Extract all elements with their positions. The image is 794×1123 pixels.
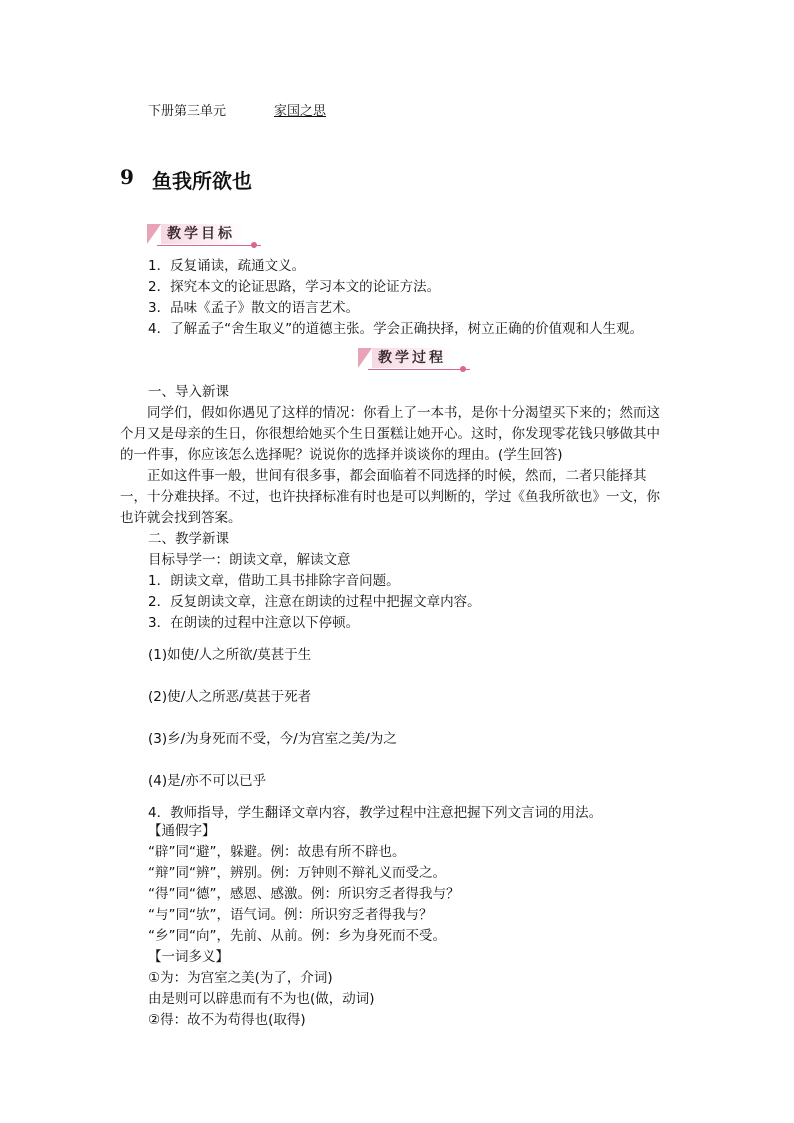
section-heading-new-lesson: 二、教学新课: [148, 531, 229, 547]
goal-item-2: 2．探究本文的论证思路，学习本文的论证方法。: [148, 279, 441, 295]
badge-underline: [368, 369, 470, 370]
tongjia-item-3: “得”同“德”，感恩、感激。例：所识穷乏者得我与？: [148, 886, 460, 902]
goal-item-1: 1．反复诵读，疏通文义。: [148, 258, 306, 274]
tongjia-item-5: “乡”同“向”，先前、从前。例：乡为身死而不受。: [148, 928, 446, 944]
step-item-3: 3．在朗读的过程中注意以下停顿。: [148, 615, 360, 631]
polysemy-heading: 【一词多义】: [148, 949, 229, 965]
badge-flag-icon: [147, 224, 161, 244]
polysemy-item-1: ①为：为宫室之美(为了，介词): [148, 970, 333, 986]
goal-item-3: 3．品味《孟子》散文的语言艺术。: [148, 300, 360, 316]
goal-item-4: 4．了解孟子“舍生取义”的道德主张。学会正确抉择，树立正确的价值观和人生观。: [148, 321, 644, 337]
lesson-number: 9: [120, 165, 134, 189]
step-item-2: 2．反复朗读文章，注意在朗读的过程中把握文章内容。: [148, 594, 481, 610]
badge-dot-icon: [251, 242, 257, 248]
process-badge-label: 教学过程: [372, 348, 454, 368]
goals-badge-label: 教学目标: [161, 224, 243, 244]
guide-heading-1: 目标导学一：朗读文章，解读文意: [148, 552, 351, 568]
header-unit-title: 家国之思: [274, 104, 327, 119]
badge-flag-icon: [358, 348, 372, 368]
polysemy-item-2: 由是则可以辟患而有不为也(做，动词): [148, 991, 375, 1007]
pause-item-3: (3)乡/为身死而不受，今/为宫室之美/为之: [148, 731, 397, 747]
pause-item-4: (4)是/亦不可以已乎: [148, 773, 267, 789]
section-heading-intro: 一、导入新课: [148, 384, 229, 400]
pause-item-2: (2)使/人之所恶/莫甚于死者: [148, 689, 312, 705]
step-item-4: 4．教师指导，学生翻译文章内容，教学过程中注意把握下列文言词的用法。: [148, 805, 603, 821]
badge-underline: [157, 245, 261, 246]
lesson-title: 鱼我所欲也: [152, 169, 252, 193]
polysemy-item-3: ②得：故不为苟得也(取得): [148, 1012, 306, 1028]
intro-paragraph-1: 同学们，假如你遇见了这样的情况：你看上了一本书，是你十分渴望买下来的；然而这个月又是母亲的生日，你很想给她买个生日蛋糕让她开心。这时，你发现零花钱只够做其中的一件事，你应该怎么选择呢？说说你的选择并谈谈你的理由。(学生回答): [120, 405, 660, 463]
tongjia-item-4: “与”同“欤”，语气词。例：所识穷乏者得我与？: [148, 907, 433, 923]
tongjia-heading: 【通假字】: [148, 823, 216, 839]
goals-badge: [147, 224, 261, 248]
tongjia-item-2: “辩”同“辨”，辨别。例：万钟则不辩礼义而受之。: [148, 865, 446, 881]
intro-paragraph-2: 正如这件事一般，世间有很多事，都会面临着不同选择的时候，然而，二者只能择其一，十分难抉择。不过，也许抉择标准有时也是可以判断的，学过《鱼我所欲也》一文，你也许就会找到答案。: [120, 468, 660, 526]
pause-item-1: (1)如使/人之所欲/莫甚于生: [148, 647, 312, 663]
header-volume: 下册第三单元: [148, 104, 227, 119]
process-badge: [358, 348, 470, 372]
step-item-1: 1．朗读文章，借助工具书排除字音问题。: [148, 573, 400, 589]
badge-dot-icon: [460, 366, 466, 372]
tongjia-item-1: “辟”同“避”，躲避。例：故患有所不辟也。: [148, 844, 406, 860]
